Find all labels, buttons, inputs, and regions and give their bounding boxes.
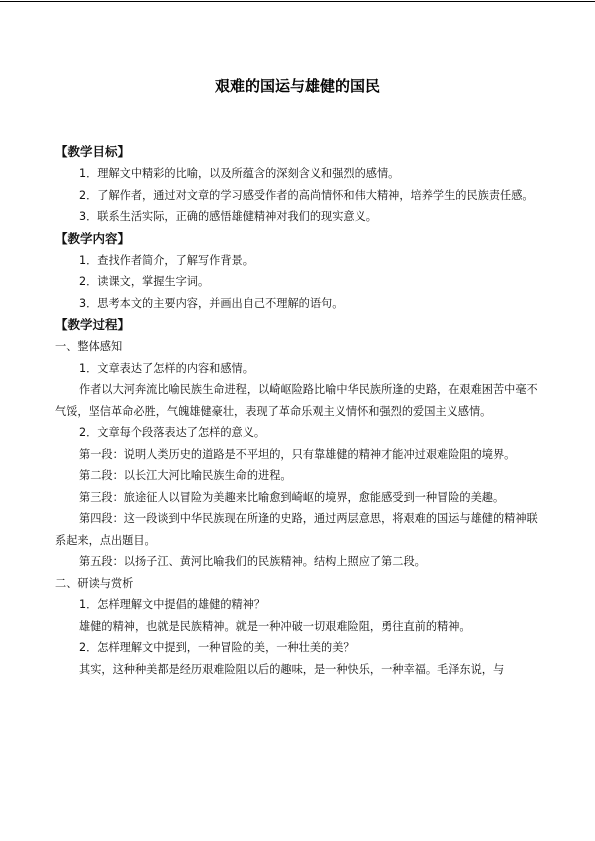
process-paragraph: 作者以大河奔流比喻民族生命进程，以崎岖险路比喻中华民族所逢的史路，在艰难困苦中毫不气馁，坚信革命必胜，气魄雄健豪壮，表现了革命乐观主义情怀和强烈的爱国主义感情。 [55,383,538,418]
top-rule [0,1,595,2]
process-paragraph: 1．文章表达了怎样的内容和感情。 [79,361,254,375]
heading-goals: 【教学目标】 [55,144,131,159]
process-paragraph: 2．怎样理解文中提到，一种冒险的美，一种壮美的美？ [79,641,355,654]
process-paragraph: 其实，这种种美都是经历艰难险阻以后的趣味，是一种快乐，一种幸福。毛泽东说，与 [79,662,505,676]
goal-item: 2．了解作者，通过对文章的学习感受作者的高尚情怀和伟大精神，培养学生的民族责任感。 [79,188,534,202]
page-title: 艰难的国运与雄健的国民 [214,77,380,95]
section-title: 一、整体感知 [55,340,123,353]
process-paragraph: 第二段：以长江大河比喻民族生命的进程。 [79,469,292,482]
goal-item: 3．联系生活实际，正确的感悟雄健精神对我们的现实意义。 [79,210,377,223]
document-body [55,141,541,680]
process-paragraph: 第三段：旅途征人以冒险为美趣来比喻愈到崎岖的境界，愈能感受到一种冒险的美趣。 [79,490,505,504]
heading-content: 【教学内容】 [55,230,131,246]
process-paragraph: 第五段：以扬子江、黄河比喻我们的民族精神。结构上照应了第二段。 [79,555,426,568]
process-paragraph: 雄健的精神，也就是民族精神。就是一种冲破一切艰难险阻，勇往直前的精神。 [79,619,471,633]
content-item: 2．读课文，掌握生字词。 [79,275,210,288]
process-paragraph: 第四段：这一段谈到中华民族现在所逢的史路，通过两层意思，将艰难的国运与雄健的精神联系起来，点出题目。 [55,512,538,547]
goal-item: 1．理解文中精彩的比喻，以及所蕴含的深刻含义和强烈的感情。 [79,167,400,180]
process-paragraph: 1．怎样理解文中提倡的雄健的精神？ [79,598,266,611]
process-paragraph: 2．文章每个段落表达了怎样的意义。 [79,426,266,439]
section-title: 二、研读与赏析 [55,576,134,590]
process-paragraph: 第一段：说明人类历史的道路是不平坦的，只有靠雄健的精神才能冲过艰难险阻的境界。 [79,447,516,461]
content-item: 1．查找作者简介，了解写作背景。 [79,253,254,267]
heading-process: 【教学过程】 [55,317,131,332]
content-item: 3．思考本文的主要内容，并画出自己不理解的语句。 [79,296,344,310]
